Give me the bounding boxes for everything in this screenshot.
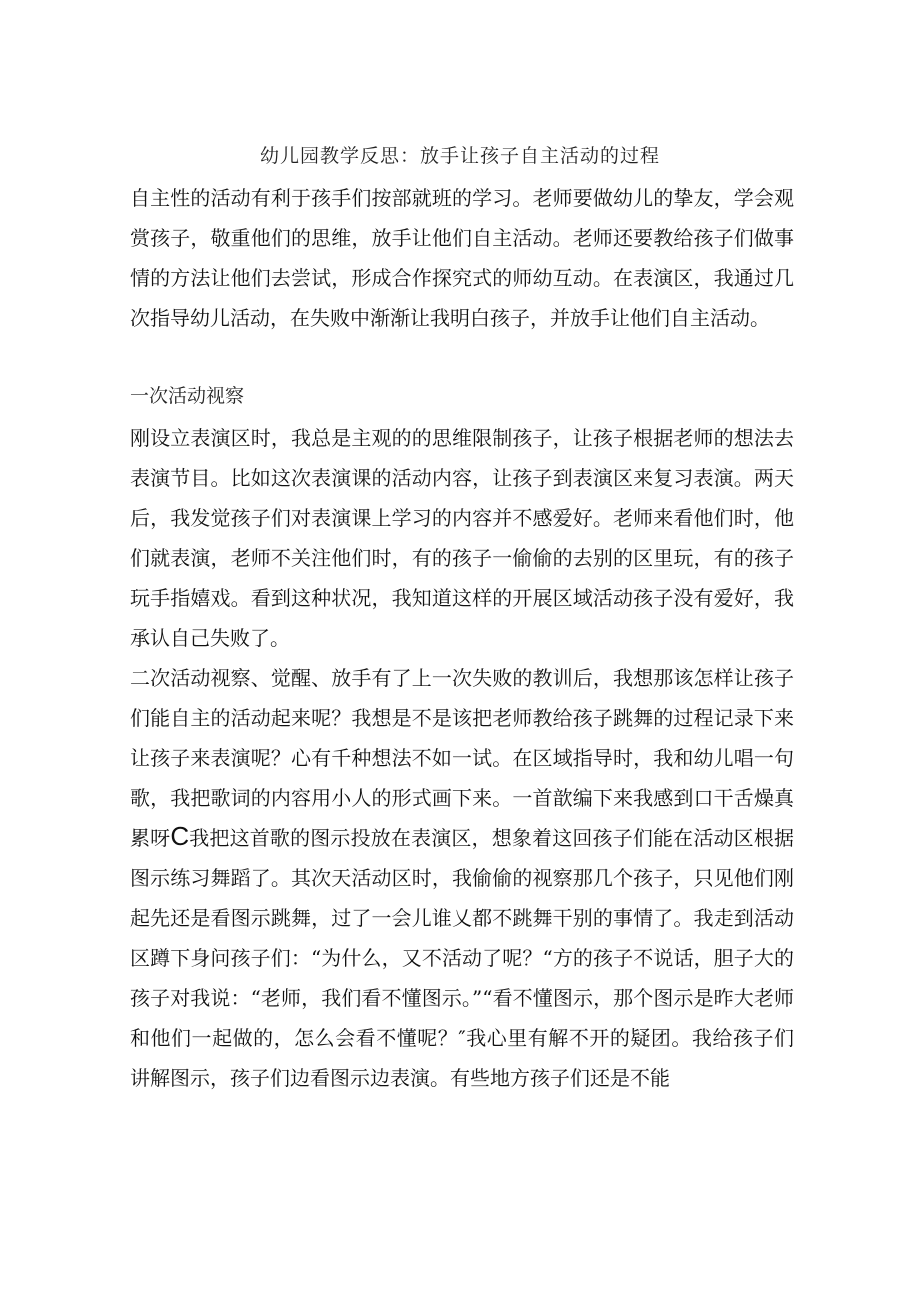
section-heading-first-observation: 一次活动视察 [130, 385, 245, 407]
paragraph-second-observation [130, 658, 794, 1098]
paragraph-second-observation-part2: 我把这首歌的图示投放在表演区，想象着这回孩子们能在活动区根据图示练习舞蹈了。其次天活动区时，我偷偷的视察那几个孩子，只见他们刚起先还是看图示跳舞，过了一会儿谁乂都不跳舞干别的事情了。我走到活动区蹲下身问孩子们：“为什么，又不活动了呢？“方的孩子不说话，胆子大的孩子对我说：“老师，我们看不懂图示。”“看不懂图示，那个图示是昨大老师和他们一起做的，怎么会看不懂呢？″我心里有解不开的疑团。我给孩子们讲解图示，孩子们边看图示边表演。有些地方孩子们还是不能 [130, 826, 795, 1090]
paragraph-intro: 自主性的活动有利于孩手们按部就班的学习。老师要做幼儿的挚友，学会观赏孩子，敬重他们的思维，放手让他们自主活动。老师还要教给孩子们做事情的方法让他们去尝试，形成合作探究式的师幼互动。在表演区，我通过几次指导幼儿活动，在失败中渐渐让我明白孩子，并放手让他们自主活动。 [130, 186, 794, 330]
paragraph-first-observation: 刚设立表演区时，我总是主观的的思维限制孩子，让孩子根据老师的想法去表演节目。比如这次表演课的活动内容，让孩子到表演区来复习表演。两天后，我发觉孩子们对表演课上学习的内容并不感爱好。老师来看他们时，他们就表演，老师不关注他们时，有的孩子一偷偷的去别的区里玩，有的孩子玩手指嬉戏。看到这种状况，我知道这样的开展区域活动孩子没有爱好，我承认自己失败了。 [130, 426, 794, 650]
document-title: 幼儿园教学反思：放手让孩子自主活动的过程 [259, 145, 660, 167]
paragraph-second-observation-part1: 二次活动视察、觉醒、放手有了上一次失败的教训后，我想那该怎样让孩子们能自主的活动起来呢？我想是不是该把老师教给孩子跳舞的过程记录下来让孩子来表演呢？心有千种想法不如一试。在区域指导时，我和幼儿唱一句歌，我把歌词的内容用小人的形式画下来。一首歆编下来我感到口干舌燥真累呀 [130, 666, 794, 850]
stray-glyph: C [170, 821, 190, 851]
